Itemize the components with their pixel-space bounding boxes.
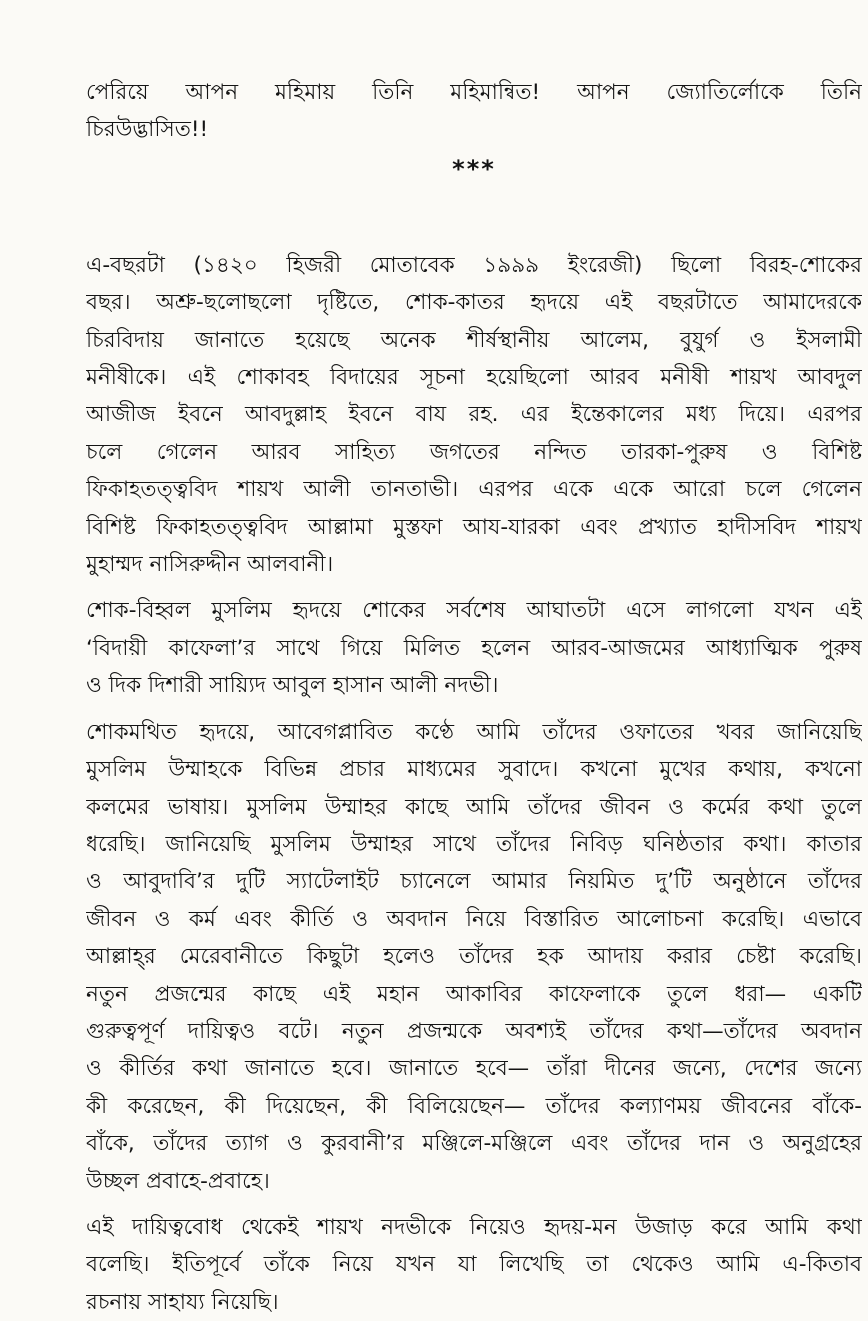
text-line: গুরুত্বপূর্ণ দায়িত্বও বটে। নতুন প্রজন্মকে অবশ্যই তাঁদের কথা—তাঁদের অবদান — [86, 1018, 862, 1044]
text-line: মুহাম্মদ নাসিরুদ্দীন আলবানী। — [86, 552, 334, 578]
text-line: উচ্ছল প্রবাহে-প্রবাহে। — [86, 1168, 270, 1194]
text-line: মুসলিম উম্মাহকে বিভিন্ন প্রচার মাধ্যমের সুবাদে। কখনো মুখের কথায়, কখনো — [86, 757, 862, 783]
text-line: শোকমথিত হৃদয়ে, আবেগপ্লাবিত কণ্ঠে আমি তাঁদের ওফাতের খবর জানিয়েছি — [86, 719, 862, 745]
text-line: কলমের ভাষায়। মুসলিম উম্মাহর কাছে আমি তাঁদের জীবন ও কর্মের কথা তুলে — [86, 794, 862, 820]
text-line: চিরউদ্ভাসিত!! — [86, 117, 209, 143]
text-line: কী করেছেন, কী দিয়েছেন, কী বিলিয়েছেন— তাঁদের কল্যাণময় জীবনের বাঁকে- — [86, 1093, 862, 1119]
paragraph-3 — [86, 714, 862, 1200]
intro-paragraph — [86, 74, 862, 149]
text-line: চলে গেলেন আরব সাহিত্য জগতের নন্দিত তারকা-পুরুষ ও বিশিষ্ট — [86, 439, 862, 465]
text-line: ও দিক দিশারী সায়্যিদ আবুল হাসান আলী নদভী। — [86, 673, 499, 699]
section-separator: *** — [452, 154, 496, 183]
text-line: ও আবুদাবি’র দুটি স্যাটেলাইট চ্যানেলে আমার নিয়মিত দু’টি অনুষ্ঠানে তাঁদের — [86, 869, 862, 895]
text-line: ফিকাহতত্ত্ববিদ শায়খ আলী তানতাভী। এরপর একে একে আরো চলে গেলেন — [86, 477, 862, 503]
text-line: বিশিষ্ট ফিকাহতত্ত্ববিদ আল্লামা মুস্তফা আয-যারকা এবং প্রখ্যাত হাদীসবিদ শায়খ — [86, 514, 862, 540]
text-line: রচনায় সাহায্য নিয়েছি। — [86, 1289, 279, 1315]
text-line: নতুন প্রজন্মের কাছে এই মহান আকাবির কাফেলাকে তুলে ধরা— একটি — [86, 981, 862, 1007]
text-line: পেরিয়ে আপন মহিমায় তিনি মহিমান্বিত! আপন জ্যোতির্লোকে তিনি — [86, 80, 862, 105]
text-line: জীবন ও কর্ম এবং কীর্তি ও অবদান নিয়ে বিস্তারিত আলোচনা করেছি। এভাবে — [86, 906, 862, 932]
paragraph-2 — [86, 592, 862, 704]
document-page — [86, 74, 862, 1321]
text-line: ‘বিদায়ী কাফেলা’র সাথে গিয়ে মিলিত হলেন আরব-আজমের আধ্যাত্মিক পুরুষ — [86, 635, 862, 661]
text-line: ধরেছি। জানিয়েছি মুসলিম উম্মাহর সাথে তাঁদের নিবিড় ঘনিষ্ঠতার কথা। কাতার — [86, 831, 862, 857]
text-line: মনীষীকে। এই শোকাবহ বিদায়ের সূচনা হয়েছিলো আরব মনীষী শায়খ আবদুল — [86, 365, 862, 391]
text-line: বছর। অশ্রু-ছলোছলো দৃষ্টিতে, শোক-কাতর হৃদয়ে এই বছরটাতে আমাদেরকে — [86, 290, 862, 316]
text-line: এ-বছরটা (১৪২০ হিজরী মোতাবেক ১৯৯৯ ইংরেজী) ছিলো বিরহ-শোকের — [86, 252, 862, 278]
text-line: আল্লাহ্‌র মেরেবানীতে কিছুটা হলেও তাঁদের হক আদায় করার চেষ্টা করেছি। — [86, 944, 862, 970]
text-line: বাঁকে, তাঁদের ত্যাগ ও কুরবানী’র মঞ্জিলে-মঞ্জিলে এবং তাঁদের দান ও অনুগ্রহের — [86, 1131, 862, 1157]
text-line: ও কীর্তির কথা জানাতে হবে। জানাতে হবে— তাঁরা দীনের জন্যে, দেশের জন্যে — [86, 1056, 862, 1082]
text-line: বলেছি। ইতিপূর্বে তাঁকে নিয়ে যখন যা লিখেছি তা থেকেও আমি এ-কিতাব — [86, 1252, 862, 1278]
text-line: আজীজ ইবনে আবদুল্লাহ ইবনে বায রহ. এর ইন্তেকালের মধ্য দিয়ে। এরপর — [86, 402, 862, 428]
paragraph-4 — [86, 1209, 862, 1321]
text-line: চিরবিদায় জানাতে হয়েছে অনেক শীর্ষস্থানীয় আলেম, বুযুর্গ ও ইসলামী — [86, 327, 862, 353]
paragraph-1 — [86, 247, 862, 584]
text-line: শোক-বিহ্বল মুসলিম হৃদয়ে শোকের সর্বশেষ আঘাতটা এসে লাগলো যখন এই — [86, 598, 862, 624]
text-line: এই দায়িত্ববোধ থেকেই শায়খ নদভীকে নিয়েও হৃদয়-মন উজাড় করে আমি কথা — [86, 1214, 862, 1240]
